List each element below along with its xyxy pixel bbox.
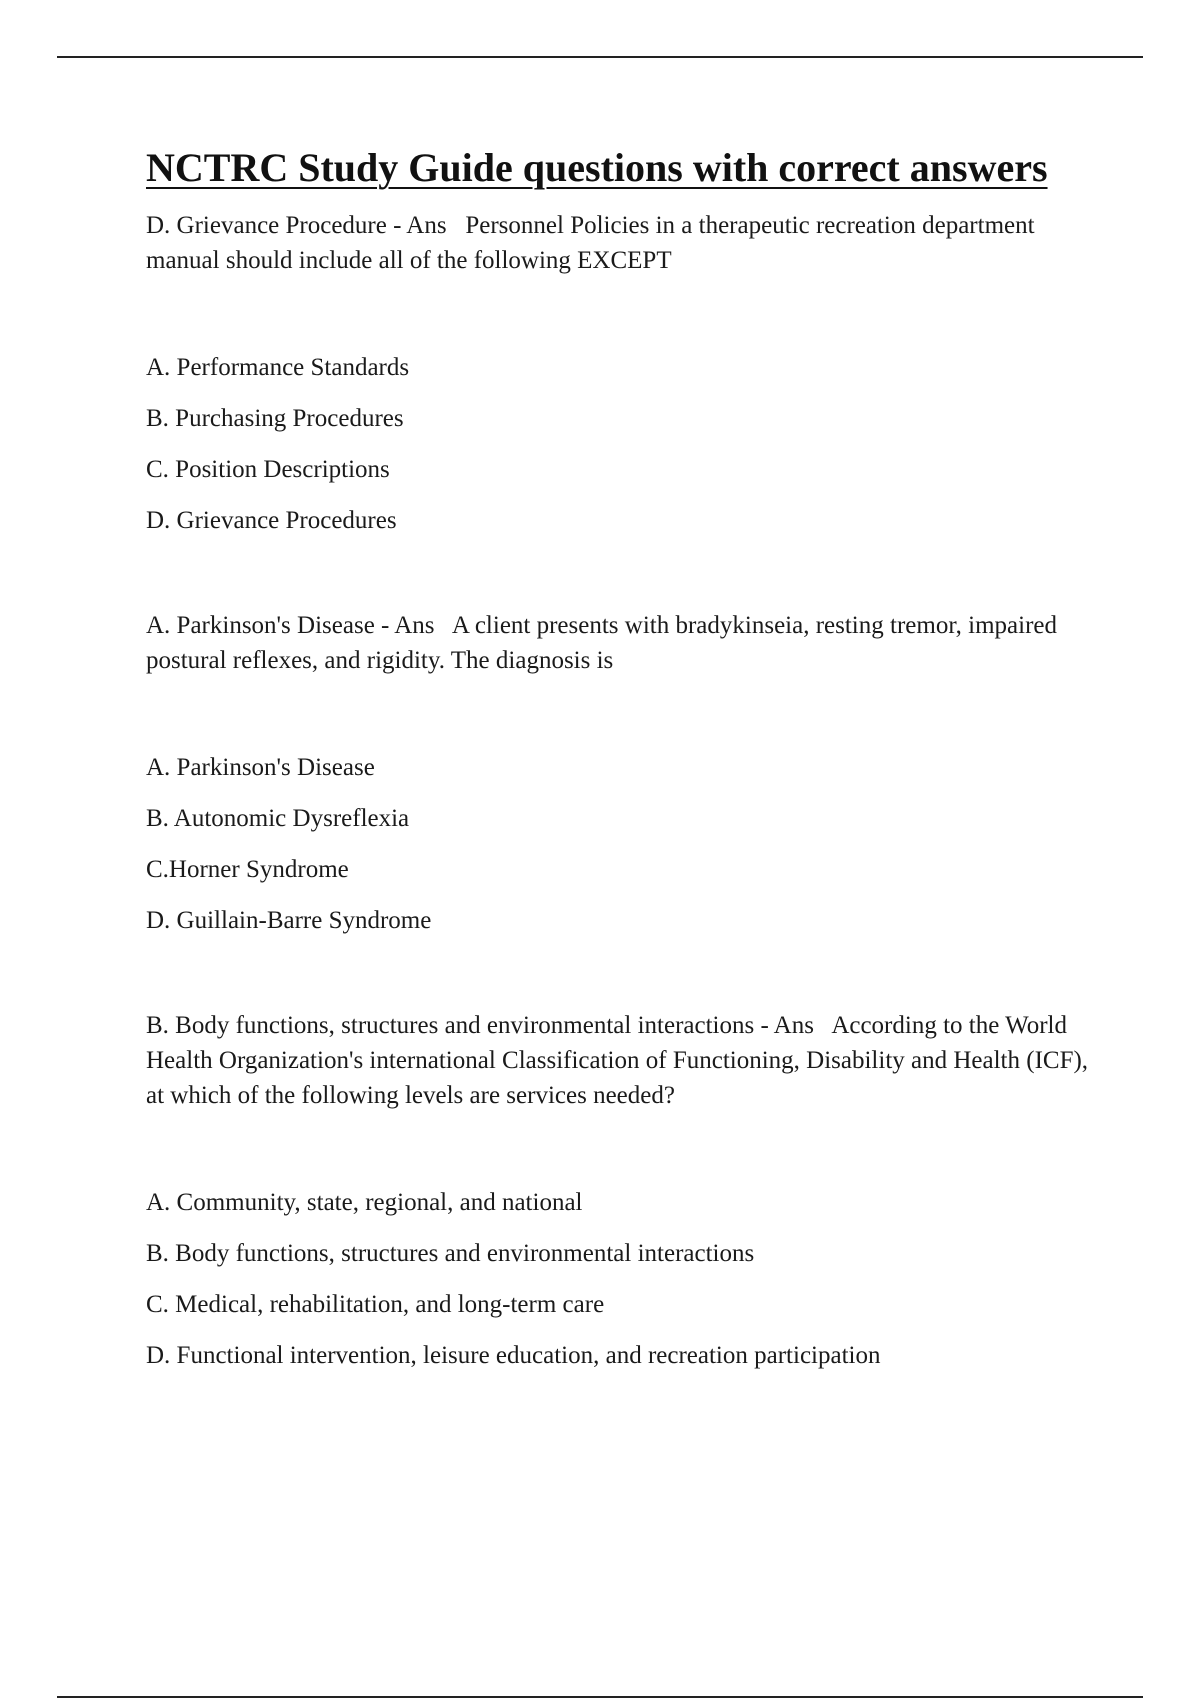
question-block-1 (146, 208, 1106, 538)
top-rule (57, 56, 1143, 58)
option-a: A. Performance Standards (146, 354, 410, 381)
question-prompt: A client presents with bradykinseia, resting tremor, impaired postural reflexes, and rigidity. The diagnosis is (146, 612, 1057, 674)
option-c: C.Horner Syndrome (146, 856, 349, 883)
option-list (146, 750, 1106, 938)
option-c: C. Medical, rehabilitation, and long-term care (146, 1291, 605, 1318)
answer-separator: - Ans (754, 1012, 832, 1039)
option-b: B. Purchasing Procedures (146, 405, 404, 432)
correct-answer: B. Body functions, structures and environmental interactions (146, 1012, 755, 1039)
option-a: A. Parkinson's Disease (146, 754, 375, 781)
answer-separator: - Ans (374, 612, 452, 639)
option-c: C. Position Descriptions (146, 456, 390, 483)
option-d: D. Functional intervention, leisure education, and recreation participation (146, 1342, 881, 1369)
question-text (146, 1008, 1106, 1113)
question-text (146, 208, 1106, 278)
correct-answer: A. Parkinson's Disease (146, 612, 375, 639)
option-d: D. Grievance Procedures (146, 507, 397, 534)
option-b: B. Body functions, structures and environmental interactions (146, 1240, 755, 1267)
option-list (146, 350, 1106, 538)
bottom-rule (57, 1696, 1143, 1698)
document-title: NCTRC Study Guide questions with correct answers (146, 145, 1048, 190)
option-list (146, 1185, 1106, 1373)
option-b: B. Autonomic Dysreflexia (146, 805, 410, 832)
question-block-3 (146, 1008, 1106, 1373)
correct-answer: D. Grievance Procedure (146, 212, 387, 239)
question-prompt: Personnel Policies in a therapeutic recreation department manual should include all of the following EXCEPT (146, 212, 1035, 274)
question-text (146, 608, 1106, 678)
answer-separator: - Ans (386, 212, 466, 239)
document-body (146, 140, 1106, 1389)
question-prompt: According to the World Health Organization's international Classification of Functioning, Disability and Health (ICF), at which of the following levels are services needed? (146, 1012, 1089, 1109)
option-a: A. Community, state, regional, and national (146, 1189, 583, 1216)
option-d: D. Guillain-Barre Syndrome (146, 907, 432, 934)
question-block-2 (146, 608, 1106, 938)
